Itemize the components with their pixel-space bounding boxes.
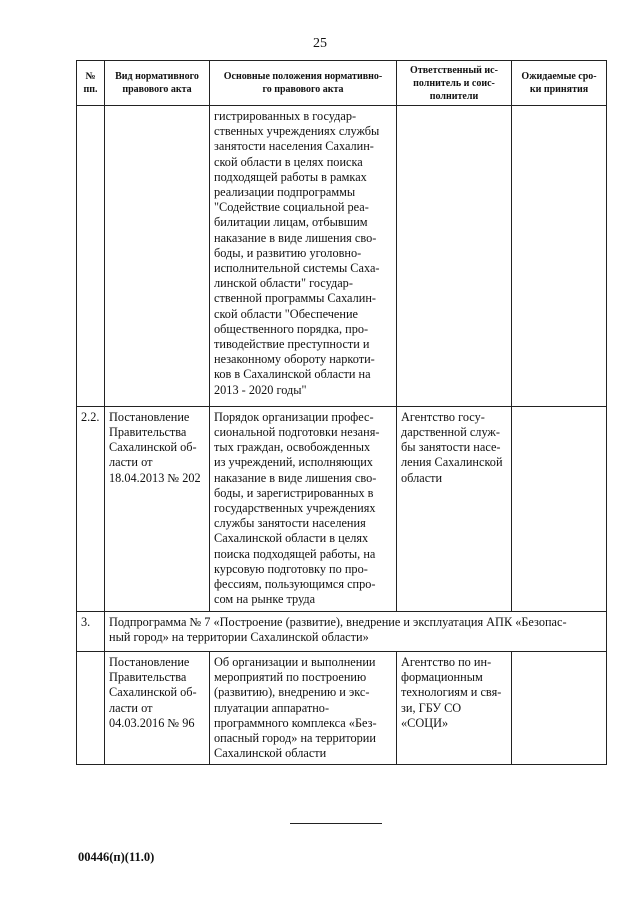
- cell-timeline: [512, 651, 607, 764]
- cell-timeline: [512, 106, 607, 407]
- cell-responsible: Агентство по ин- формационным технологиям и свя- зи, ГБУ СО «СОЦИ»: [397, 651, 512, 764]
- document-code: 00446(п)(11.0): [78, 850, 155, 864]
- regulatory-acts-table: [76, 60, 607, 765]
- cell-number: [77, 651, 105, 764]
- cell-responsible: Агентство госу- дарственной служ- бы занятости насе- ления Сахалинской области: [397, 406, 512, 611]
- cell-number: 3.: [77, 611, 105, 651]
- header-number: № пп.: [77, 61, 105, 106]
- cell-timeline: [512, 406, 607, 611]
- header-timeline: Ожидаемые сро- ки принятия: [512, 61, 607, 106]
- cell-provisions: гистрированных в государ- ственных учреждениях службы занятости населения Сахалин- ской области в целях поиска подходящей работы в рамках реализации подпрограммы "Содействие социальной реа- билитации лицам, отбывшим наказание в виде лишения сво- боды, и развитию уголовно- исполнительной системы Саха- линской области" государ- ственной программы Сахалин- ской области "Обеспечение общественного порядка, про- тиводействие преступности и незаконному обороту наркоти- ков в Сахалинской области на 2013 - 2020 годы": [210, 106, 397, 407]
- cell-act: [105, 106, 210, 407]
- cell-act: Постановление Правительства Сахалинской об- ласти от 04.03.2016 № 96: [105, 651, 210, 764]
- header-provisions: Основные положения нормативно- го правового акта: [210, 61, 397, 106]
- subprogram-title: Подпрограмма № 7 «Построение (развитие), внедрение и эксплуатация АПК «Безопас- ный город» на территории Сахалинской области»: [105, 611, 607, 651]
- cell-provisions: Порядок организации профес- сиональной подготовки незаня- тых граждан, освобожденных из учреждений, исполняющих наказание в виде лишения сво- боды, и зарегистрированных в государственных учреждениях службы занятости населения Сахалинской области в целях поиска подходящей работы, на курсовую подготовку по про- фессиям, пользующимся спро- сом на рынке труда: [210, 406, 397, 611]
- header-responsible: Ответственный ис- полнитель и соис- полнители: [397, 61, 512, 106]
- footer-divider: [290, 823, 382, 824]
- header-act-type: Вид нормативного правового акта: [105, 61, 210, 106]
- cell-number: [77, 106, 105, 407]
- table-row: [77, 651, 607, 764]
- subprogram-row: [77, 611, 607, 651]
- table-row: [77, 406, 607, 611]
- table-row: [77, 106, 607, 407]
- table-header-row: [77, 61, 607, 106]
- cell-act: Постановление Правительства Сахалинской об- ласти от 18.04.2013 № 202: [105, 406, 210, 611]
- cell-provisions: Об организации и выполнении мероприятий по построению (развитию), внедрению и экс- плуатации аппаратно- программного комплекса «Без- опасный город» на территории Сахалинской области: [210, 651, 397, 764]
- page-number: 25: [313, 36, 327, 51]
- cell-responsible: [397, 106, 512, 407]
- cell-number: 2.2.: [77, 406, 105, 611]
